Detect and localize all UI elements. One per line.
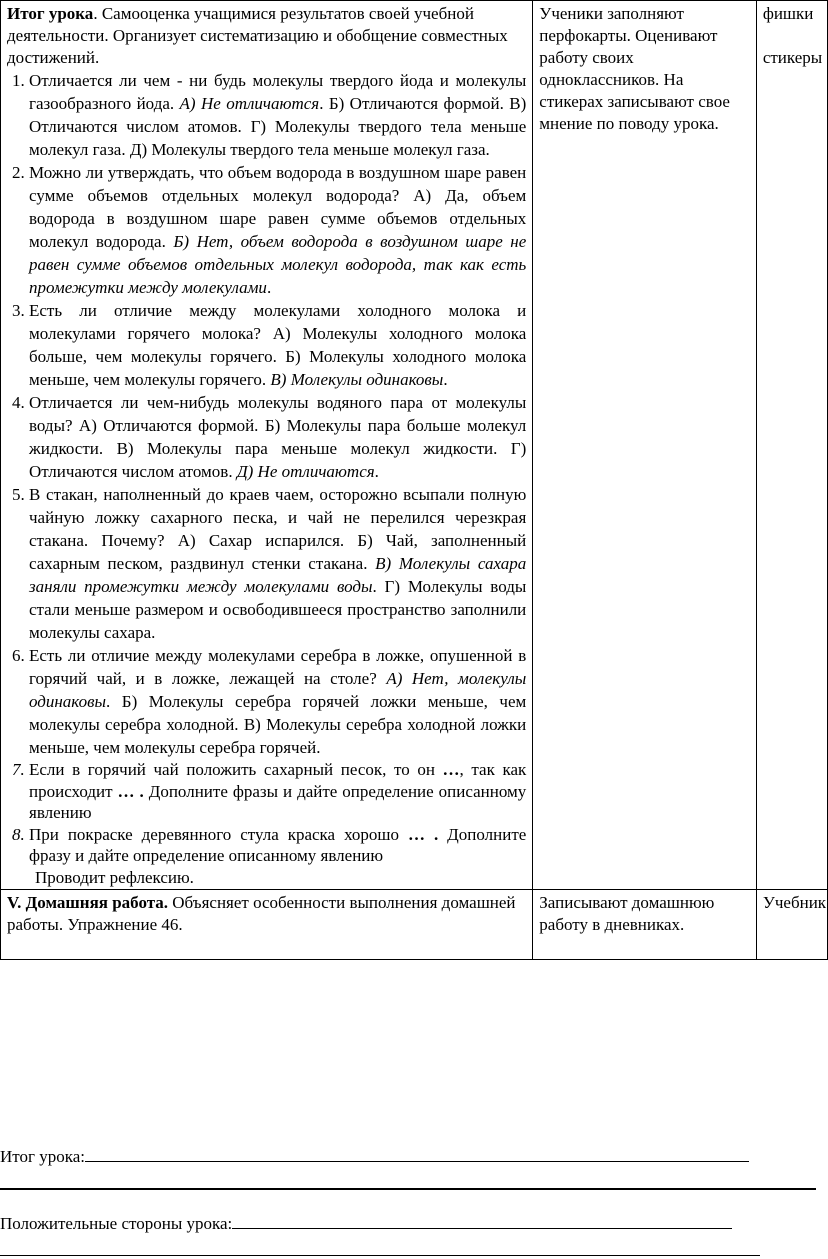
question-text: Если в горячий чай положить сахарный песок, то он	[29, 760, 443, 779]
question-text: …	[442, 760, 460, 779]
student-activity-text: Ученики заполняют перфокарты. Оценивают работу своих одноклассников. На стикерах записывают свое мнение по поводу урока.	[539, 4, 730, 133]
question-text: , так как происходит	[29, 760, 527, 801]
question-item	[29, 299, 526, 391]
reflection-text: Проводит рефлексию.	[35, 867, 194, 887]
summary-row	[1, 1, 828, 890]
homework-text	[7, 892, 526, 936]
question-text: . Г) Молекулы воды стали меньше размером и освободившееся пространство заполнили молекулы сахара.	[29, 577, 527, 642]
lesson-summary-line	[0, 1146, 749, 1168]
question-text: Дополните фразы и дайте определение описанному явлению	[29, 781, 527, 822]
question-text: .	[266, 278, 272, 297]
correct-answer: В) Молекулы сахара заняли промежутки между молекулами воды	[29, 554, 527, 596]
resources-cell	[756, 1, 827, 890]
question-item	[29, 391, 526, 483]
question-text: Отличается ли чем - ни будь молекулы твердого йода и молекулы газообразного йода.	[29, 71, 527, 113]
question-item	[29, 69, 526, 161]
homework-teacher-cell	[1, 889, 533, 959]
homework-student-cell	[533, 889, 757, 959]
question-item	[29, 759, 526, 824]
question-item	[29, 824, 526, 867]
question-text: . Б) Отличаются формой. В) Отличаются числом атомов. Г) Молекулы твердого тела меньше молекул газа. Д) Молекулы твердого тела меньше молекул газа.	[29, 94, 527, 159]
homework-title: V. Домашняя работа.	[7, 892, 169, 912]
lesson-summary-blank[interactable]	[85, 1147, 749, 1162]
summary-intro: . Самооценка учащимися результатов своей учебной деятельности. Организует систематизацию и обобщение совместных достижений.	[7, 4, 508, 67]
resource-stickers: стикеры	[762, 48, 823, 67]
question-text: Отличается ли чем-нибудь молекулы водяного пара от молекулы воды? А) Отличаются формой. Б) Молекулы пара больше молекул жидкости. В) Молекулы пара меньше молекул жидкости. Г) Отличаются числом атомов.	[29, 393, 527, 481]
question-text: Есть ли отличие между молекулами холодного молока и молекулами горячего молока? А) Молекулы холодного молока больше, чем молекулы горячего. Б) Молекулы холодного молока меньше, чем молекулы горячего.	[29, 301, 527, 389]
positive-aspects-line	[0, 1213, 732, 1235]
student-activity-cell	[533, 1, 757, 890]
positive-aspects-blank-line-2	[0, 1255, 760, 1256]
correct-answer: Б) Нет, объем водорода в воздушном шаре не равен сумме объемов отдельных молекул водорода, так как есть промежутки между молекулами	[29, 232, 527, 297]
correct-answer: Д) Не отличаются	[236, 462, 375, 481]
question-text: При покраске деревянного стула краска хорошо	[29, 824, 408, 844]
question-text: .	[374, 462, 379, 481]
summary-title: Итог урока	[7, 4, 94, 23]
question-list	[7, 69, 526, 867]
positive-aspects-blank[interactable]	[232, 1214, 732, 1229]
positive-aspects-label: Положительные стороны урока:	[0, 1214, 233, 1233]
question-item	[29, 644, 526, 759]
teacher-activity-cell	[1, 1, 533, 890]
question-text: … .	[407, 824, 439, 844]
question-item	[29, 161, 526, 299]
homework-resource: Учебник	[762, 892, 827, 912]
homework-row	[1, 889, 828, 959]
correct-answer: А) Нет, молекулы одинаковы	[29, 669, 527, 711]
question-text: . Б) Молекулы серебра горячей ложки меньше, чем молекулы серебра холодной. В) Молекулы серебра холодной ложки меньше, чем молекулы серебра горячей.	[29, 692, 527, 757]
question-text: Можно ли утверждать, что объем водорода в воздушном шаре равен сумме объемов отдельных молекул водорода? А) Да, объем водорода в воздушном шаре равен сумме объемов отдельных молекул водорода.	[29, 163, 527, 251]
section-divider	[0, 1188, 816, 1190]
question-text: Дополните фразу и дайте определение описанному явлению	[29, 824, 527, 865]
question-text: .	[443, 370, 448, 389]
question-item	[29, 483, 526, 644]
question-text: В стакан, наполненный до краев чаем, осторожно всыпали полную чайную ложку сахарного песка, и чай не перелился черезкрая стакана. Почему? А) Сахар испарился. Б) Чай, заполненный сахарным песком, раздвинул стенки стакана.	[29, 485, 527, 573]
correct-answer: А) Не отличаются	[179, 94, 320, 113]
lesson-summary-label: Итог урока:	[0, 1147, 85, 1166]
summary-heading	[7, 3, 526, 69]
correct-answer: В) Молекулы одинаковы	[270, 370, 444, 389]
question-text: Есть ли отличие между молекулами серебра в ложке, опушенной в горячий чай, и в ложке, лежащей на столе?	[29, 646, 527, 688]
homework-resources-cell	[756, 889, 827, 959]
homework-description: Объясняет особенности выполнения домашней работы. Упражнение 46.	[7, 892, 516, 934]
resource-chips: фишки	[762, 4, 814, 23]
homework-student-text: Записывают домашнюю работу в дневниках.	[539, 892, 715, 934]
question-text: … .	[117, 781, 144, 801]
